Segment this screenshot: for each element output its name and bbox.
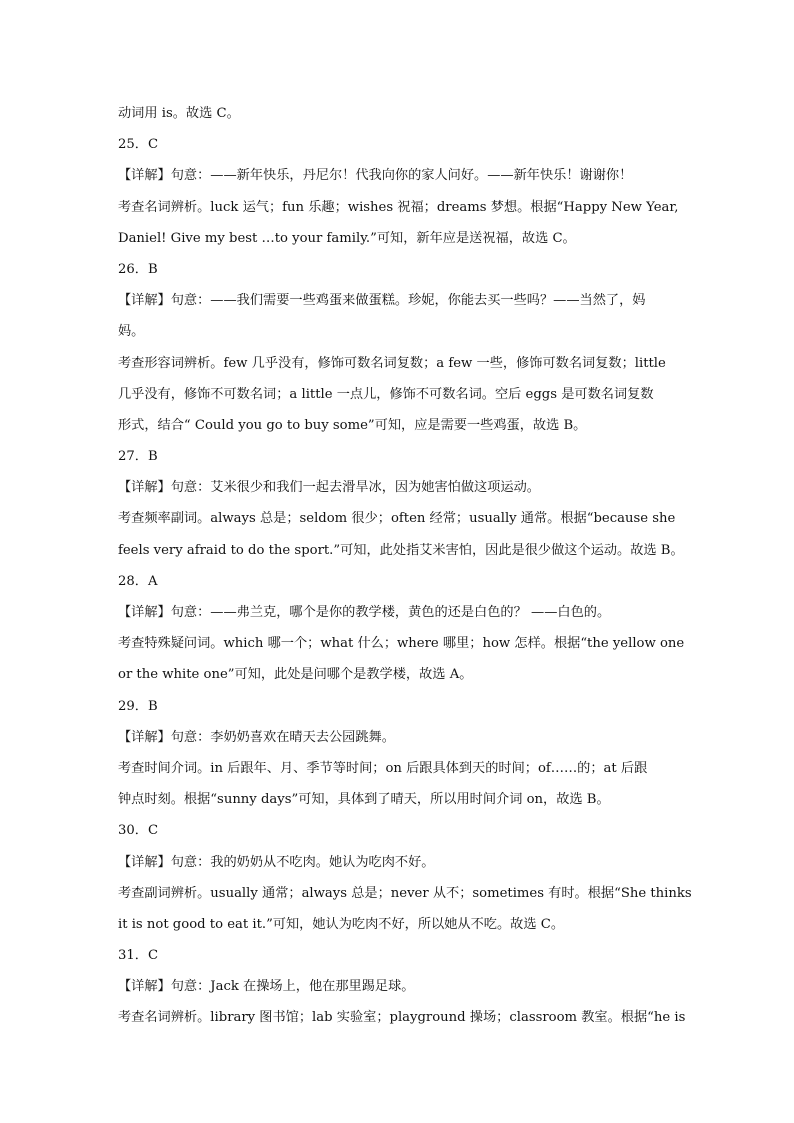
text-line: feels very afraid to do the sport.”可知，此处指艾米害怕，因此是很少做这个运动。故选 B。: [118, 542, 684, 558]
text-line: 【详解】句意：我的奶奶从不吃肉。她认为吃肉不好。: [118, 854, 435, 870]
text-line: 考查形容词辨析。few 几乎没有，修饰可数名词复数；a few 一些，修饰可数名词复数；little: [118, 355, 666, 371]
text-line: 考查频率副词。always 总是；seldom 很少；often 经常；usually 通常。根据“because she: [118, 511, 676, 527]
text-line: 考查时间介词。in 后跟年、月、季节等时间；on 后跟具体到天的时间；of……的；at 后跟: [118, 760, 648, 776]
text-line: 考查名词辨析。library 图书馆；lab 实验室；playground 操场；classroom 教室。根据“he is: [118, 1010, 686, 1026]
question-number: 25．C: [118, 137, 159, 153]
text-line: 【详解】句意：Jack 在操场上，他在那里踢足球。: [118, 979, 415, 995]
question-number: 27．B: [118, 449, 158, 465]
text-line: 几乎没有，修饰不可数名词；a little 一点儿，修饰不可数名词。空后 eggs 是可数名词复数: [118, 386, 654, 402]
question-number: 28．A: [118, 573, 158, 589]
text-line: or the white one”可知，此处是问哪个是教学楼，故选 A。: [118, 667, 473, 683]
text-line: 【详解】句意：——弗兰克，哪个是你的教学楼，黄色的还是白色的？ ——白色的。: [118, 605, 611, 620]
text-line: 【详解】句意：艾米很少和我们一起去滑旱冰，因为她害怕做这项运动。: [118, 480, 540, 496]
text-line: 妈。: [118, 324, 145, 340]
text-line: 考查名词辨析。luck 运气；fun 乐趣；wishes 祝福；dreams 梦想。根据“Happy New Year,: [118, 199, 679, 215]
text-line: 【详解】句意：李奶奶喜欢在晴天去公园跳舞。: [118, 729, 395, 745]
question-number: 31．C: [118, 948, 159, 964]
document-page: [118, 98, 692, 1034]
text-line: 钟点时刻。根据“sunny days”可知，具体到了晴天，所以用时间介词 on，故选 B。: [118, 792, 610, 808]
text-line: it is not good to eat it.”可知，她认为吃肉不好，所以她从不吃。故选 C。: [118, 916, 565, 932]
text-line: 动词用 is。故选 C。: [118, 106, 240, 121]
text-line: 考查副词辨析。usually 通常；always 总是；never 从不；sometimes 有时。根据“She thinks: [118, 885, 692, 901]
text-line: 【详解】句意：——我们需要一些鸡蛋来做蛋糕。珍妮，你能去买一些吗？——当然了，妈: [118, 293, 646, 309]
question-number: 29．B: [118, 698, 158, 714]
question-number: 30．C: [118, 823, 159, 839]
text-line: 考查特殊疑问词。which 哪一个；what 什么；where 哪里；how 怎样。根据“the yellow one: [118, 636, 685, 652]
text-line: Daniel! Give my best …to your family.”可知，新年应是送祝福，故选 C。: [118, 230, 576, 246]
text-line: 形式，结合“ Could you go to buy some”可知，应是需要一些鸡蛋，故选 B。: [118, 417, 587, 433]
text-line: 【详解】句意：——新年快乐，丹尼尔！代我向你的家人问好。——新年快乐！谢谢你！: [118, 168, 633, 184]
question-number: 26．B: [118, 261, 158, 277]
